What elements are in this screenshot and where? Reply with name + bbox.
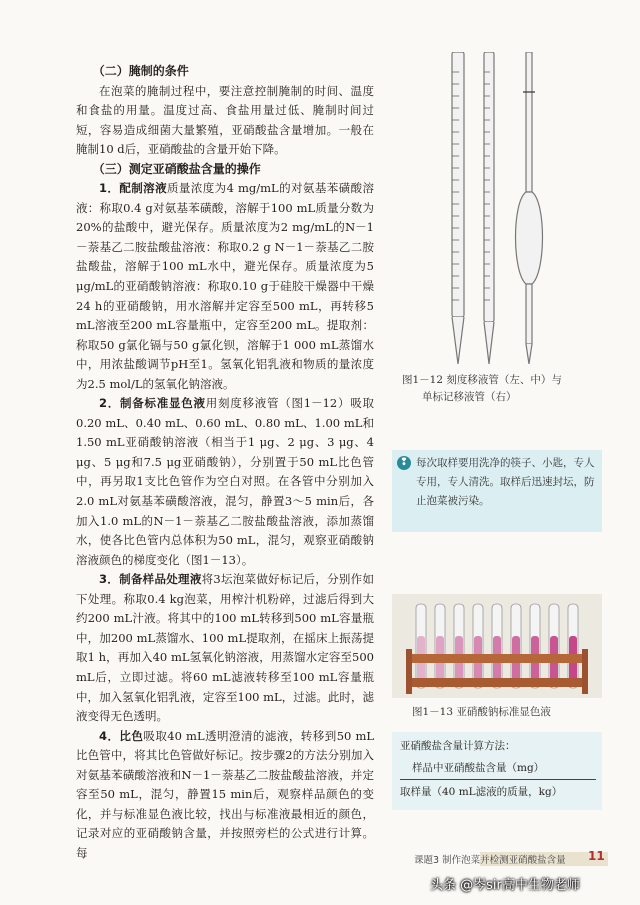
step-1-paragraph (76, 179, 374, 394)
footer-chapter: 课题3 制作泡菜并检测亚硝酸盐含量 (414, 855, 566, 866)
formula-box (392, 732, 602, 810)
tip-text: 每次取样要用洗净的筷子、小匙，专人专用，专人清洗。取样后迅速封坛，防止泡菜被污染。 (416, 457, 595, 507)
step-3-title: 3．制备样品处理液 (99, 572, 202, 587)
source-credit: 头条 @岑sir高中生物老师 (430, 878, 580, 893)
section-heading-2: （二）腌制的条件 (92, 64, 189, 78)
rack-top-bar (406, 654, 588, 663)
tip-box (392, 450, 602, 532)
rack-bottom-bar (406, 678, 588, 687)
step-4-text: 吸取40 mL透明澄清的滤液，转移到50 mL比色管中，将其比色管做好标记。按步骤2的方法分别加入对氨基苯磺酸溶液和N－1－萘基乙二胺盐酸盐溶液，并定容至50 mL，混匀，静置15 min后，观察样品颜色的变化，并与标准显色液比较，找出与标准液最相近的颜色，记录对应的亚硝酸钠含量，并按照旁栏的公式进行计算。每 (76, 728, 374, 860)
step-4-title: 4．比色 (99, 728, 144, 743)
step-3-text: 将3坛泡菜做好标记后，分别作如下处理。称取0.4 kg泡菜，用榨汁机粉碎，过滤后得到大约200 mL汁液。将其中的100 mL转移到500 mL容量瓶中，加200 mL蒸馏水、100 mL提取剂，在摇床上振荡提取1 h，再加入40 mL氢氧化钠溶液，用蒸馏水定容至500 mL后，立即过滤。将60 mL滤液转移至100 mL容量瓶中，加入氢氧化铝乳液，定容至100 mL，过滤。此时，滤液变得无色透明。 (76, 572, 374, 724)
figure-1-12-caption-line2: 单标记移液管（右） (422, 391, 517, 403)
standard-color-tubes-photo (392, 594, 602, 698)
graduated-pipette-middle (484, 52, 494, 364)
formula-numerator: 样品中亚硝酸盐含量（mg） (412, 762, 545, 774)
step-1-title: 1．配制溶液 (99, 181, 167, 196)
section-2-paragraph: 在泡菜的腌制过程中，要注意控制腌制的时间、温度和食盐的用量。温度过高、食盐用量过低、腌制时间过短，容易造成细菌大量繁殖，亚硝酸盐含量增加。一般在腌制10 d后，亚硝酸盐的含量开始下降。 (76, 83, 374, 157)
figure-1-13-caption: 图1－13 亚硝酸钠标准显色液 (412, 706, 551, 718)
formula-title: 亚硝酸盐含量计算方法： (400, 740, 516, 752)
step-2-text: 用刻度移液管（图1－12）吸取0.20 mL、0.40 mL、0.60 mL、0.80 mL、1.00 mL和1.50 mL亚硝酸钠溶液（相当于1 μg、2 μg、3 μg、4 μg、5 μg和7.5 μg亚硝酸钠），分别置于50 mL比色管中，再另取1支比色管作为空白对照。在各管中分别加入2.0 mL对氨基苯磺酸溶液，混匀，静置3～5 min后，各加入1.0 mL的N－1－萘基乙二胺盐酸盐溶液，添加蒸馏水，使各比色管内总体积为50 mL，混匀，观察亚硝酸钠溶液颜色的梯度变化（图1－13）。 (76, 396, 374, 567)
section-heading-3: （三）测定亚硝酸盐含量的操作 (92, 161, 261, 176)
fraction-line (400, 779, 596, 780)
step-1-text: 质量浓度为4 mg/mL的对氨基苯磺酸溶液：称取0.4 g对氨基苯磺酸，溶解于100 mL质量分数为20%的盐酸中，避光保存。质量浓度为2 mg/mL的N－1－萘基乙二胺盐酸盐溶液：称取0.2 g N－1－萘基乙二胺盐酸盐，溶解于100 mL水中，避光保存。质量浓度为5 μg/mL的亚硝酸钠溶液：称取0.10 g于硅胶干燥器中干燥24 h的亚硝酸钠，用水溶解并定容至500 mL，再转移5 mL溶液至200 mL容量瓶中，定容至200 mL。提取剂：称取50 g氯化镉与50 g氯化钡，溶解于1 000 mL蒸馏水中，用浓盐酸调节pH至1。氢氧化铝乳液和物质的量浓度为2.5 mol/L的氢氧化钠溶液。 (76, 181, 374, 391)
step-2-paragraph (76, 394, 374, 570)
tip-icon: ❢ (397, 456, 411, 470)
step-3-paragraph (76, 570, 374, 726)
step-2-title: 2．制备标准显色液 (99, 396, 206, 411)
volumetric-pipette-right (516, 52, 543, 364)
step-4-paragraph (76, 727, 374, 864)
figure-1-12-caption-line1: 图1－12 刻度移液管（左、中）与 (402, 374, 562, 386)
page-number: 11 (588, 849, 605, 863)
main-text-column (76, 62, 374, 863)
graduated-pipette-left (452, 52, 464, 364)
formula-denominator: 取样量（40 mL滤液的质量，kg） (400, 786, 563, 798)
pipettes-illustration (392, 52, 602, 364)
